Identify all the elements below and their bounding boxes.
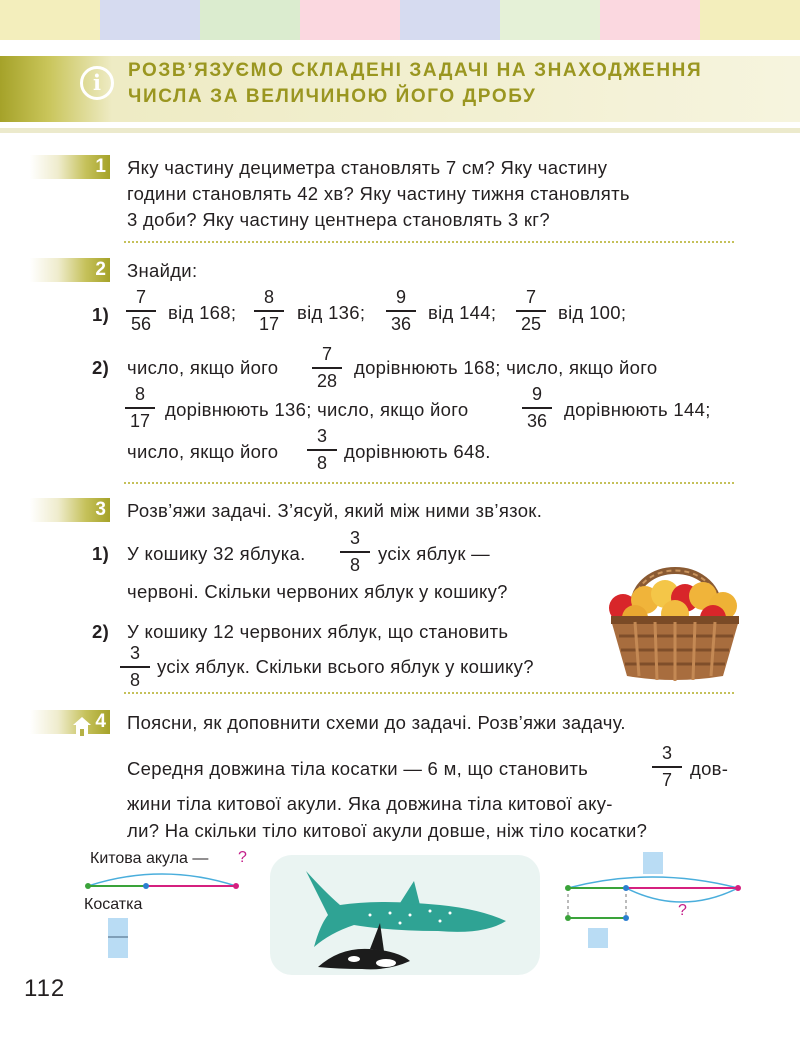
color-strip bbox=[200, 0, 300, 40]
dotted-divider bbox=[124, 241, 734, 243]
task4-text: Середня довжина тіла косатки — 6 м, що становить bbox=[127, 758, 589, 779]
denominator: 17 bbox=[258, 313, 280, 334]
numerator: 3 bbox=[129, 643, 140, 663]
task2-text: дорівнюють 168; число, якщо його bbox=[354, 357, 658, 378]
numerator: 7 bbox=[525, 287, 536, 307]
fraction bbox=[384, 287, 418, 334]
numerator: 7 bbox=[135, 287, 146, 307]
denominator: 36 bbox=[390, 313, 412, 334]
denominator: 28 bbox=[316, 370, 338, 391]
task1-line: 3 доби? Яку частину центнера становлять 3 кг? bbox=[127, 209, 550, 230]
numerator: 8 bbox=[263, 287, 274, 307]
numerator: 9 bbox=[395, 287, 406, 307]
sea-animals-illustration bbox=[270, 855, 540, 975]
task3-text: У кошику 12 червоних яблук, що становить bbox=[127, 621, 509, 642]
dotted-divider bbox=[124, 482, 734, 484]
task1-line: Яку частину дециметра становлять 7 см? Яку частину bbox=[127, 157, 608, 178]
numerator: 8 bbox=[134, 384, 145, 404]
denominator: 17 bbox=[129, 410, 151, 431]
color-strip bbox=[300, 0, 400, 40]
numerator: 3 bbox=[316, 426, 327, 446]
numerator: 3 bbox=[661, 743, 672, 763]
task2-text: дорівнюють 136; число, якщо його bbox=[165, 399, 469, 420]
part-label: 1) bbox=[92, 304, 110, 325]
fraction bbox=[520, 384, 554, 431]
fraction bbox=[514, 287, 548, 334]
part-label: 1) bbox=[92, 543, 110, 564]
fraction bbox=[118, 643, 152, 690]
apple-basket-illustration bbox=[605, 548, 745, 683]
task2-text: число, якщо його bbox=[127, 357, 279, 378]
task3-intro: Розв’яжи задачі. З’ясуй, який між ними зв’язок. bbox=[127, 500, 543, 521]
task2-text: від 168; bbox=[168, 302, 237, 323]
header-divider bbox=[0, 128, 800, 133]
task2-intro: Знайди: bbox=[127, 260, 198, 281]
color-strip bbox=[400, 0, 500, 40]
task2-text: дорівнюють 144; bbox=[564, 399, 711, 420]
task-number-3: 3 bbox=[30, 498, 110, 522]
title-line-1: РОЗВ’ЯЗУЄМО СКЛАДЕНІ ЗАДАЧІ НА ЗНАХОДЖЕННЯ bbox=[128, 60, 703, 81]
denominator: 8 bbox=[349, 554, 360, 575]
task3-text: червоні. Скільки червоних яблук у кошику? bbox=[127, 581, 508, 602]
task3-text: усіх яблук. Скільки всього яблук у кошику? bbox=[157, 656, 534, 677]
blank-box bbox=[108, 918, 128, 958]
numerator: 7 bbox=[321, 344, 332, 364]
color-strip bbox=[0, 0, 100, 40]
denominator: 7 bbox=[661, 769, 672, 790]
denominator: 36 bbox=[526, 410, 548, 431]
denominator: 8 bbox=[316, 452, 327, 473]
fraction bbox=[124, 287, 158, 334]
denominator: 25 bbox=[520, 313, 542, 334]
color-strip bbox=[100, 0, 200, 40]
task-number-2: 2 bbox=[30, 258, 110, 282]
info-icon: i bbox=[80, 66, 114, 100]
scheme1-diagram bbox=[82, 866, 252, 896]
part-label: 2) bbox=[92, 357, 110, 378]
task4-text: Поясни, як доповнити схеми до задачі. Розв’яжи задачу. bbox=[127, 712, 626, 733]
color-strip bbox=[500, 0, 600, 40]
fraction bbox=[252, 287, 286, 334]
fraction bbox=[338, 528, 372, 575]
home-icon bbox=[72, 716, 92, 738]
color-strip bbox=[600, 0, 700, 40]
title-line-2: ЧИСЛА ЗА ВЕЛИЧИНОЮ ЙОГО ДРОБУ bbox=[128, 86, 537, 107]
task2-text: від 144; bbox=[428, 302, 497, 323]
task3-text: У кошику 32 яблука. bbox=[127, 543, 306, 564]
task1-line: години становлять 42 хв? Яку частину тижня становлять bbox=[127, 183, 630, 204]
dotted-divider bbox=[124, 692, 734, 694]
scheme-label-orca: Косатка bbox=[84, 896, 143, 913]
fraction bbox=[305, 426, 339, 473]
blank-box-line bbox=[108, 936, 128, 938]
task2-text: від 136; bbox=[297, 302, 366, 323]
task4-text: жини тіла китової акули. Яка довжина тіла китової аку- bbox=[127, 793, 613, 814]
task2-text: число, якщо його bbox=[127, 441, 279, 462]
scheme2-diagram bbox=[560, 872, 750, 932]
scheme-label-shark: Китова акула — bbox=[90, 850, 209, 867]
fraction bbox=[650, 743, 684, 790]
task2-text: від 100; bbox=[558, 302, 627, 323]
task3-text: усіх яблук — bbox=[378, 543, 490, 564]
page-title bbox=[128, 58, 768, 110]
task-number-1: 1 bbox=[30, 155, 110, 179]
color-strip bbox=[700, 0, 800, 40]
blank-box bbox=[588, 928, 608, 948]
task4-text: дов- bbox=[690, 758, 729, 779]
denominator: 8 bbox=[129, 669, 140, 690]
numerator: 3 bbox=[349, 528, 360, 548]
task-number-4: 4 bbox=[30, 710, 110, 734]
task4-text: ли? На скільки тіло китової акули довше, ніж тіло косатки? bbox=[127, 820, 648, 841]
fraction bbox=[123, 384, 157, 431]
denominator: 56 bbox=[130, 313, 152, 334]
task2-text: дорівнюють 648. bbox=[344, 441, 491, 462]
scheme-question: ? bbox=[678, 902, 687, 919]
scheme-question: ? bbox=[238, 849, 247, 866]
numerator: 9 bbox=[531, 384, 542, 404]
blank-box bbox=[643, 852, 663, 874]
page-number: 112 bbox=[24, 975, 66, 1002]
fraction bbox=[310, 344, 344, 391]
part-label: 2) bbox=[92, 621, 110, 642]
